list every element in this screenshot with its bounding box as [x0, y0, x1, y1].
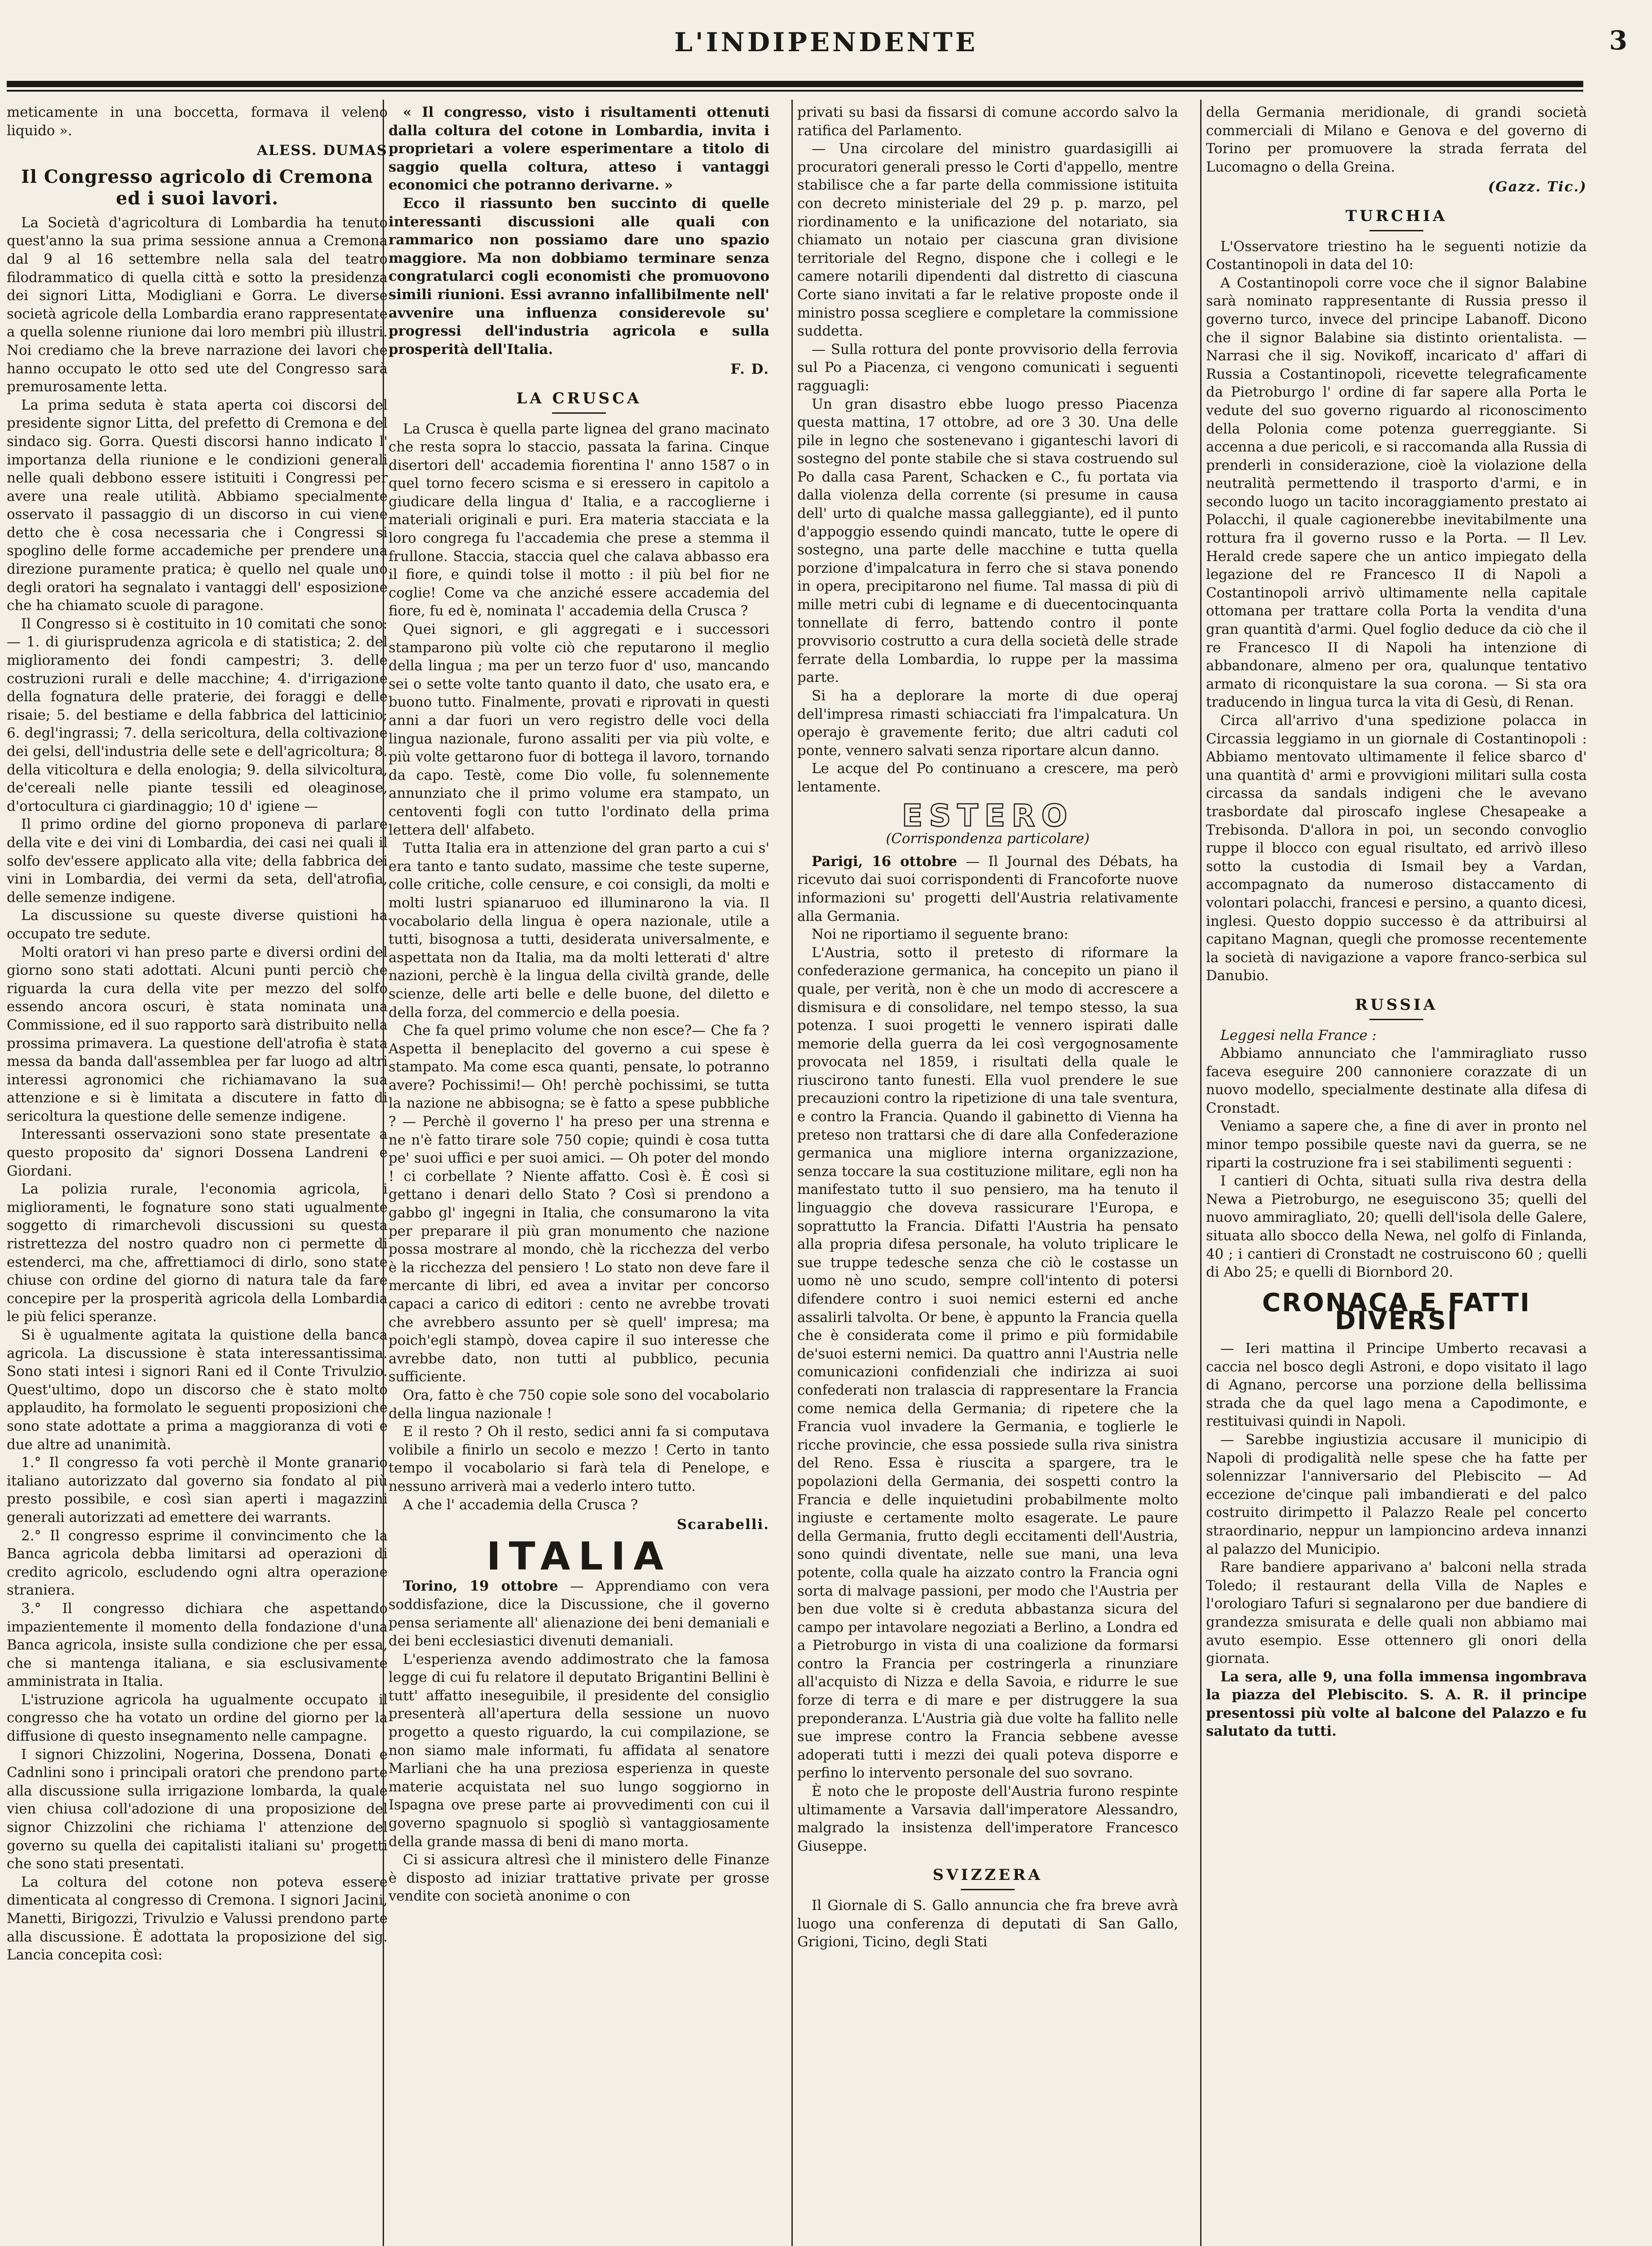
column-divider: [791, 100, 793, 2246]
author-signature: F. D.: [730, 361, 769, 378]
paragraph: 3.° Il congresso dichiara che aspettando impazientemente il momento della fondazione d'una Banca agricola, insiste sulla condizione che per essa, che si mantenga italiana, e sia esclusivamente amministrata in Italia.: [7, 1600, 388, 1690]
section-heading-svizzera: SVIZZERA: [797, 1866, 1178, 1890]
paragraph: E il resto ? Oh il resto, sedici anni fa si computava volibile a finirlo un secolo e mezzo ! Certo in tanto tempo il vocabolario si farà tela di Penelope, e nessuno arriverà mai a vederlo intero tutto.: [389, 1424, 769, 1494]
paragraph: Un gran disastro ebbe luogo presso Piacenza questa mattina, 17 ottobre, ad ore 3 30. Una delle pile in legno che sostenevano i giganteschi lavori di sostegno del ponte stabile che si stava costruendo sul Po dalla casa Parent, Schacken e C., fu portata via dalla violenza della corrente (si presume in causa dell' urto di qualche massa galleggiante), ed il punto d'appoggio essendo quindi mancato, tutte le opere di sostegno, una parte delle macchine e tutta quella porzione d'impalcatura in ferro che si stava ponendo in opera, precipitarono nel fiume. Tal massa di più di mille metri cubi di legname e di duecentocinquanta tonnellate di ferro, battendo contro il ponte provvisorio costrutto a cura della società delle strade ferrate della Lombardia, lo ruppe per la massima parte.: [797, 396, 1178, 686]
paragraph: Veniamo a sapere che, a fine di aver in pronto nel minor tempo possibile queste navi da guerra, se ne riparti la costruzione fra i sei stabilimenti seguenti :: [1206, 1118, 1587, 1171]
paragraph: — Sarebbe ingiustizia accusare il municipio di Napoli di prodigalità nelle spese che ha fatte per solennizzar l'anniversario del Plebiscito — Ad eccezione de'cinque pali imbandierati e del palco costruito dirimpetto il Palazzo Reale pel concerto straordinario, neppur un lampioncino ardeva innanzi al palazzo del Municipio.: [1206, 1431, 1587, 1557]
header-rule: [7, 81, 1583, 87]
paragraph: I cantieri di Ochta, situati sulla riva destra della Newa a Pietroburgo, ne eseguiscono 35; quelli del nuovo ammiragliato, 20; quelli dell'isola delle Galere, situata allo sbocco della Newa, nel golfo di Finlanda, 40 ; i cantieri di Cronstadt ne costruiscono 60 ; quelli di Abo 25; e quelli di Biornbord 20.: [1206, 1173, 1587, 1281]
paragraph: della Germania meridionale, di grandi società commerciali di Milano e Genova e del governo di Torino per promuovere la strada ferrata del Lucomagno o della Greina.: [1206, 104, 1587, 175]
paragraph: Quei signori, e gli aggregati e i successori stamparono più volte ciò che reputarono il meglio della lingua ; ma per un terzo fuor d' uso, mancando sei o sette volte tanto quanto il dato, che usato era, e buono tutto. Finalmente, provati e riprovati in questi anni a dar fuori un vero registro delle voci della lingua nazionale, furono assaliti per via più volte, e più volte gettarono fuor di bottega il lavoro, tornando da capo. Testè, come Dio volle, fu solennemente annunziato che il primo volume era stampato, un centoventi fogli con tutto l'ordinato della prima lettera dell' alfabeto.: [389, 621, 769, 838]
paragraph: Si ha a deplorare la morte di due operaj dell'impresa rimasti schiacciati fra l'impalcatura. Un operajo è gravemente ferito; due altri caduti col ponte, vennero salvati senza riportare alcun danno.: [797, 688, 1178, 759]
article-fragment: meticamente in una boccetta, formava il veleno liquido ».: [7, 104, 388, 139]
paragraph: Il primo ordine del giorno proponeva di parlare della vite e dei vini di Lombardia, dei casi nei quali il solfo dev'essere applicato alla vite; della fabbrica dei vini in Lombardia, dei vermi da seta, dell'atrofia, delle semenze indigene.: [7, 816, 388, 906]
paragraph: L'Osservatore triestino ha le seguenti notizie da Costantinopoli in data del 10:: [1206, 238, 1587, 273]
paragraph: È noto che le proposte dell'Austria furono respinte ultimamente a Varsavia dall'imperatore Alessandro, malgrado la insistenza dell'imperatore Francesco Giuseppe.: [797, 1783, 1178, 1854]
section-subheading: Leggesi nella France :: [1220, 1027, 1377, 1043]
column-divider: [1200, 100, 1201, 2246]
section-heading-estero: ESTERO: [901, 798, 1074, 834]
newspaper-title: L'INDIPENDENTE: [674, 27, 978, 57]
section-heading-russia: RUSSIA: [1206, 996, 1587, 1020]
paragraph: La polizia rurale, l'economia agricola, i miglioramenti, le fognature sono stati ugualmente soggetto di rimarchevoli discussioni su questa ristrettezza del nostro quadro non ci permette di estenderci, ma che, affrettiamoci di dirlo, sono state chiuse con ordine del giorno di natura tale da fare concepire per la prosperità agricola della Lombardia le più felici speranze.: [7, 1181, 388, 1325]
author-signature: ALESS. DUMAS: [257, 142, 388, 159]
paragraph: A Costantinopoli corre voce che il signor Balabine sarà nominato rappresentante di Russia presso il governo turco, invece del principe Labanoff. Dicono che il signor Balabine sia distinto orientalista. — Narrasi che il sig. Novikoff, incaricato d' affari di Russia a Costantinopoli, ricevette telegraficamente da Pietroburgo l' ordine di far sapere alla Porta le vedute del suo governo riguardo al riconoscimento della Polonia come potenza guerreggiante. Si accenna a due pericoli, e si raccomanda alla Russia di prenderli in considerazione, cioè la violazione della neutralità permettendo il trasporto d'armi, e in secondo luogo un tacito incoraggiamento prestato ai Polacchi, il quale cagionerebbe inevitabilmente una rottura fra il governo russo e la Porta. — Il Lev. Herald crede sapere che un antico impiegato della legazione del re Francesco II di Napoli a Costantinopoli arrivò ultimamente nella capitale ottomana per trattare colla Porta la vendita d'una gran quantità d'armi. Quel foglio deduce da ciò che il re Francesco II di Napoli ha intenzione di abbandonare, almeno per ora, qualunque tentativo armato di riconquistare la sua corona. — Si sta ora traducendo in lingua turca la vita di Gesù, di Renan.: [1206, 274, 1587, 711]
paragraph: Abbiamo annunciato che l'ammiragliato russo faceva eseguire 200 cannoniere corazzate di un nuovo modello, specialmente destinate alla difesa di Cronstadt.: [1206, 1045, 1587, 1116]
paragraph: Rare bandiere apparivano a' balconi nella strada Toledo; il restaurant della Villa de Naples e l'orologiaro Tafuri si segnalarono per due bandiere di grandezza smisurata e delle quali non abbiamo mai avuto esempio. Esse ottennero gli onori della giornata.: [1206, 1559, 1587, 1667]
author-signature: Scarabelli.: [676, 1516, 769, 1533]
paragraph: — Sulla rottura del ponte provvisorio della ferrovia sul Po a Piacenza, ci vengono comunicati i seguenti ragguagli:: [797, 341, 1178, 394]
paragraph: 1.° Il congresso fa voti perchè il Monte granario italiano autorizzato dal governo sia fondato al più presto possibile, e così sian aperti i magazzini generali autorizzati ad emettere dei warrants.: [7, 1455, 388, 1525]
paragraph: — Ieri mattina il Principe Umberto recavasi a caccia nel bosco degli Astroni, e dopo visitato il lago di Agnano, percorse una porzione della bellissima strada che da quel lago mena a Capodimonte, e restituivasi quindi in Napoli.: [1206, 1340, 1587, 1430]
quote-paragraph: « Il congresso, visto i risultamenti ottenuti dalla coltura del cotone in Lombardia, invita i proprietari a volere esperimentare a titolo di saggio quella coltura, atteso i vantaggi economici che potranno derivarne. »: [389, 104, 769, 194]
column-3: [797, 103, 1178, 2246]
paragraph: Ecco il riassunto ben succinto di quelle interessanti discussioni alle quali con rammarico non possiamo dare uno spazio maggiore. Ma non dobbiamo terminare senza congratularci cogli economisti che promuovono simili riunioni. Essi avranno infallibilmente nell' avvenire una influenza considerevole su' progressi dell'industria agricola e sulla prosperità dell'Italia.: [389, 195, 769, 358]
paragraph: Noi ne riportiamo il seguente brano:: [812, 926, 1069, 943]
section-heading-cronaca: CRONACA E FATTI DIVERSI: [1262, 1288, 1531, 1336]
paragraph: Circa all'arrivo d'una spedizione polacca in Circassia leggiamo in un giornale di Costantinopoli : Abbiamo mentovato ultimamente il felice sbarco d' una quantità d' armi e provvigioni militari sulla costa circassa da sandals indigeni che le avevano trasbordate dal piroscafo inglese Chesapeake a Trebisonda. D'allora in poi, un secondo convoglio ruppe il blocco con egual risultato, ed arrivò illeso sotto la custodia di Ismail bey a Vardan, accompagnato da numeroso distaccamento di volontari polacchi, francesi e persino, a quanto dicesi, inglesi. Questo doppio successo è da attribuirsi al capitano Magnan, quegli che promosse recentemente la società di navigazione a vapore franco-serbica sul Danubio.: [1206, 712, 1587, 984]
paragraph: I signori Chizzolini, Nogerina, Dossena, Donati e Cadnlini sono i principali oratori che prendono parte alla discussione sulla irrigazione lombarda, la quale vien chiusa coll'adozione di una proposizione del signor Chizzolini che richiama l' attenzione del governo su quella dei capitalisti italiani su' progetti che sono stati presentati.: [7, 1746, 388, 1872]
masthead: [0, 0, 1652, 67]
section-heading-italia: ITALIA: [486, 1534, 671, 1579]
header-rule-thin: [7, 90, 1583, 92]
paragraph: La Crusca è quella parte lignea del grano macinato che resta sopra lo staccio, passata la farina. Cinque disertori dell' accademia fiorentina l' anno 1587 o in quel torno fecero scisma e si eressero in capitolo a giudicare della lingua d' Italia, e a raccoglierne i materiali originali e puri. Era materia stacciata e la loro congrega fu l'accademia che prese a stemma il frullone. Staccia, staccia quel che calava abbasso era il fiore, e quindi tolse il motto : il più bel fior ne coglie! Come va che anziché essere accademia del fiore, fu ed è, nominata l' accademia della Crusca ?: [389, 420, 769, 619]
paragraph: Il Congresso si è costituito in 10 comitati che sono: — 1. di giurisprudenza agricola e di statistica; 2. del miglioramento dei fondi campestri; 3. delle costruzioni rurali e delle macchine; 4. d'irrigazione della fognatura delle praterie, dei foraggi e delle risaie; 5. del bestiame e della fabbrica del latticinio; 6. degl'ingrassi; 7. della sericoltura, della coltivazione dei gelsi, dell'industria delle sete e dell'agricoltura; 8. della viticoltura e della enologia; 9. della silvicoltura, de'cereali nelle piante tessili ed oleaginose, d'ortocultura ci giardinaggio; 10 d' igiene —: [7, 615, 388, 814]
paragraph: Tutta Italia era in attenzione del gran parto a cui s' era tanto e tanto sudato, massime che teste superne, colle critiche, colle censure, e coi consigli, da molti e molti lustri spianaruoo ed illuminarono la via. Il vocabolario della lingua è opera nazionale, utile a tutti, bisognosa a tutti, desiderata universalmente, e aspettata non da Italia, ma da molti letterati d' altre nazioni, perchè è la lingua della civiltà grande, delle scienze, delle arti belle e delle buone, del diletto e della forza, del commercio e della poesia.: [389, 840, 769, 1021]
paragraph: L'esperienza avendo addimostrato che la famosa legge di cui fu relatore il deputato Brigantini Bellini è tutt' affatto ineseguibile, il presidente del consiglio presenterà all'apertura della sessione un nuovo progetto a questo riguardo, la cui compilazione, se non siamo male informati, fu affidata al senatore Marliani che ha una preziosa esperienza in queste materie acquistata nel suo lungo soggiorno in Ispagna ove prese parte ai provvedimenti con cui il governo spagnuolo si spogliò sì vantaggiosamente della grande massa di beni di mano morta.: [389, 1651, 769, 1850]
paragraph: — Apprendiamo con vera soddisfazione, dice la Discussione, che il governo pensa seriamente all' alienazione dei beni demaniali e dei beni ecclesiastici divenuti demaniali.: [389, 1578, 769, 1649]
dateline: Torino, 19 ottobre: [403, 1578, 558, 1595]
paragraph: L'istruzione agricola ha ugualmente occupato il congresso che ha votato un ordine del giorno per la diffusione di questo insegnamento nelle campagne.: [7, 1691, 388, 1745]
paragraph: L'Austria, sotto il pretesto di riformare la confederazione germanica, ha concepito un piano il quale, per verità, non è che un modo di accrescere a dismisura e di consolidare, nel tempo stesso, la sua potenza. I suoi progetti le vennero ispirati dalle memorie della guerra da lei così vergognosamente provocata nel 1859, i risultati della quale le riuscirono tanto funesti. Ella vuol prendere le sue precauzioni contro la ripetizione di una tale sventura, e contro la Francia. Quando il gabinetto di Vienna ha preteso non trattarsi che di dare alla Confederazione germanica una migliore interna organizzazione, senza toccare la sua costituzione militare, egli non ha manifestato tutto il suo pensiero, ma ha tenuto il linguaggio che doveva rassicurare l'Europa, e soprattutto la Francia. Difatti l'Austria ha pensato alla propria difesa personale, ha voluto triplicare le sue truppe tedesche senza che ciò le costasse un uomo nè uno scudo, sempre coll'intento di potersi difendere contro i suoi nemici esterni ed anche assalirli talvolta. Or bene, è appunto la Francia quella che è considerata come il primo e più formidabile de'suoi esterni nemici. Da quattro anni l'Austria nelle comunicazioni confidenziali che indirizza ai suoi confederati non tralascia di rappresentare la Francia come nemica della Germania; di ripetere che la Francia vuol invadere la Germania, e toglierle le ricche provincie, che essa possiede sulla riva sinistra del Reno. Essa è riuscita a spargere, tra le popolazioni della Germania, dei sospetti contro la Francia e delle inquietudini probabilmente molto ingiuste e certamente molto esagerate. Le paure della Germania, frutto degli eccitamenti dell'Austria, sono quindi diventate, nelle sue mani, una leva potente, colla quale ha aizzato contro la Francia ogni sorta di malvage passioni, per modo che l'Austria per ben due volte si è creduta abbastanza sicura del campo per intavolare negoziati a Berlino, a Londra ed a Pietroburgo in vista di una coalizione da formarsi contro la Francia per costringerla a rinunziare all'acquisto di Nizza e della Savoia, e ridurre le sue forze di terra e di mare e per distruggere la sua preponderanza. L'Austria già due volte ha fallito nelle sue imprese contro la Francia sebbene avesse adoperati tutti i mezzi dei quali poteva disporre e perfino lo intervento personale del suo sovrano.: [797, 944, 1178, 1782]
paragraph: La Società d'agricoltura di Lombardia ha tenuto quest'anno la sua prima sessione annua a Cremona dal 9 al 16 settembre nella sala del teatro filodrammatico di quella città e sotto la presidenza dei signori Litta, Modigliani e Gorra. Le diverse società agricole della Lombardia erano rappresentate a quella solenne riunione dai loro membri più illustri. Noi crediamo che la breve narrazione dei lavori che hanno occupato le otto sed ute del Congresso sarà premurosamente letta.: [7, 214, 388, 395]
page-number: 3: [1609, 25, 1627, 56]
paragraph: — Il Journal des Débats, ha ricevuto dai suoi corrispondenti di Francoforte nuove informazioni su' progetti dell'Austria relativamente alla Germania.: [797, 853, 1178, 924]
section-heading-turchia: TURCHIA: [1206, 207, 1587, 231]
dateline: Parigi, 16 ottobre: [812, 853, 958, 870]
paragraph: La coltura del cotone non poteva essere dimenticata al congresso di Cremona. I signori Jacini, Manetti, Birigozzi, Trivulzio e Valussi prendono parte alla discussione. È adottata la proposizione del sig. Lancia concepita così:: [7, 1874, 388, 1963]
paragraph: Il Giornale di S. Gallo annuncia che fra breve avrà luogo una conferenza di deputati di San Gallo, Grigioni, Ticino, degli Stati: [797, 1897, 1178, 1950]
column-2: [389, 103, 769, 2246]
column-4: [1206, 103, 1587, 2246]
paragraph: Interessanti osservazioni sono state presentate a questo proposito da' signori Dossena Landreni e Giordani.: [7, 1126, 388, 1179]
article-heading: Il Congresso agricolo di Cremona ed i suoi lavori.: [21, 166, 373, 209]
paragraph: Che fa quel primo volume che non esce?— Che fa ? Aspetta il beneplacito del governo a cui spese è stampato. Ma come esca quanti, pensate, lo potranno avere? Pochissimi!— Oh! perchè pochissimi, se tutta la nazione ne abbisogna; se è fatto a spese pubbliche ? — Perchè il governo l' ha preso per una strenna e ne n'è fatto tirare sole 750 copie; quindi è cosa tutta pe' suoi uffici e per suoi amici. — Oh poter del mondo ! ci corbellate ? Niente affatto. Così è. È così si gettano i denari dello Stato ? Così si prendono a gabbo gl' ingegni in Italia, che consumarono la vita per preparare il più gran monumento che nazione possa mostrare al mondo, chè la ricchezza del verbo è la ricchezza del pensiero ! Lo stato non deve fare il mercante di libri, ed avea a invitar per concorso capaci a carico di editori : cento ne avrebbe trovati che avrebbero assunto per sè quell' impresa; ma poich'egli stampò, dovea capire il suo interesse che avrebbe dato, non tutti al pubblico, pecunia sufficiente.: [389, 1022, 769, 1385]
section-heading-crusca: LA CRUSCA: [389, 389, 769, 414]
source-signature: (Gazz. Tic.): [1488, 179, 1587, 195]
column-1: [7, 103, 388, 2246]
paragraph: Ci si assicura altresì che il ministero delle Finanze è disposto ad iniziar trattative private per grosse vendite con società anonime o con: [389, 1852, 769, 1905]
paragraph: La sera, alle 9, una folla immensa ingombrava la piazza del Plebiscito. S. A. R. il principe presentossi più volte al balcone del Palazzo e fu salutato da tutti.: [1206, 1668, 1587, 1740]
paragraph: Le acque del Po continuano a crescere, ma però lentamente.: [797, 760, 1178, 795]
paragraph: La prima seduta è stata aperta coi discorsi del presidente signor Litta, del prefetto di Cremona e del sindaco sig. Gorra. Questi discorsi hanno indicato l' importanza della riunione e le condizioni generali nelle quali debbono essere istituiti i Congressi per avere una reale utilità. Abbiamo specialmente osservato il passaggio di un discorso in cui viene detto che è cosa necessaria che i Congressi si spoglino delle forme accademiche per prendere una direzione puramente pratica; è quello nel quale uno degli oratori ha segnalato i vantaggi dell' esposizione che ha chiamato scuole di paragone.: [7, 397, 388, 614]
paragraph: — Una circolare del ministro guardasigilli ai procuratori generali presso le Corti d'appello, mentre stabilisce che a far parte della commissione istituita con decreto ministeriale del 29 p. p. marzo, pel riordinamento e la unificazione del notariato, sia chiamato un notaio per ciascuna gran divisione territoriale del Regno, dispone che i collegi e le camere notarili dipendenti dal distretto di ciascuna Corte siano invitati a far le relative proposte onde il ministro possa scegliere e completare la commissione suddetta.: [797, 141, 1178, 340]
paragraph: Si è ugualmente agitata la quistione della banca agricola. La discussione è stata interessantissima. Sono stati intesi i signori Rani ed il Conte Trivulzio. Quest'ultimo, dopo un discorso che è stato molto applaudito, ha formolato le seguenti proposizioni che sono state adottate a prima a maggioranza di voti e due altre ad unanimità.: [7, 1327, 388, 1453]
paragraph: 2.° Il congresso esprime il convincimento che la Banca agricola debba limitarsi ad operazioni di credito agricolo, escludendo ogni altra operazione straniera.: [7, 1527, 388, 1599]
paragraph: A che l' accademia della Crusca ?: [403, 1496, 638, 1513]
paragraph: Molti oratori vi han preso parte e diversi ordini del giorno sono stati adottati. Alcuni punti perciò che riguarda la cura della vite per mezzo del solfo essendo ancora oscuri, è stata nominata una Commissione, ed il suo rapporto sarà distribuito nella prossima primavera. La questione dell'atrofia è stata messa da banda dall'assemblea per far luogo ad altri interessi agronomici che richiamavano la sua attenzione e si è limitata a discutere in fatto di sericoltura la questione delle semenze indigene.: [7, 944, 388, 1124]
paragraph: privati su basi da fissarsi di comune accordo salvo la ratifica del Parlamento.: [797, 104, 1178, 139]
paragraph: La discussione su queste diverse quistioni ha occupato tre sedute.: [7, 907, 388, 942]
paragraph: Ora, fatto è che 750 copie sole sono del vocabolario della lingua nazionale !: [389, 1387, 769, 1422]
section-subheading: (Corrispondenza particolare): [886, 831, 1090, 847]
